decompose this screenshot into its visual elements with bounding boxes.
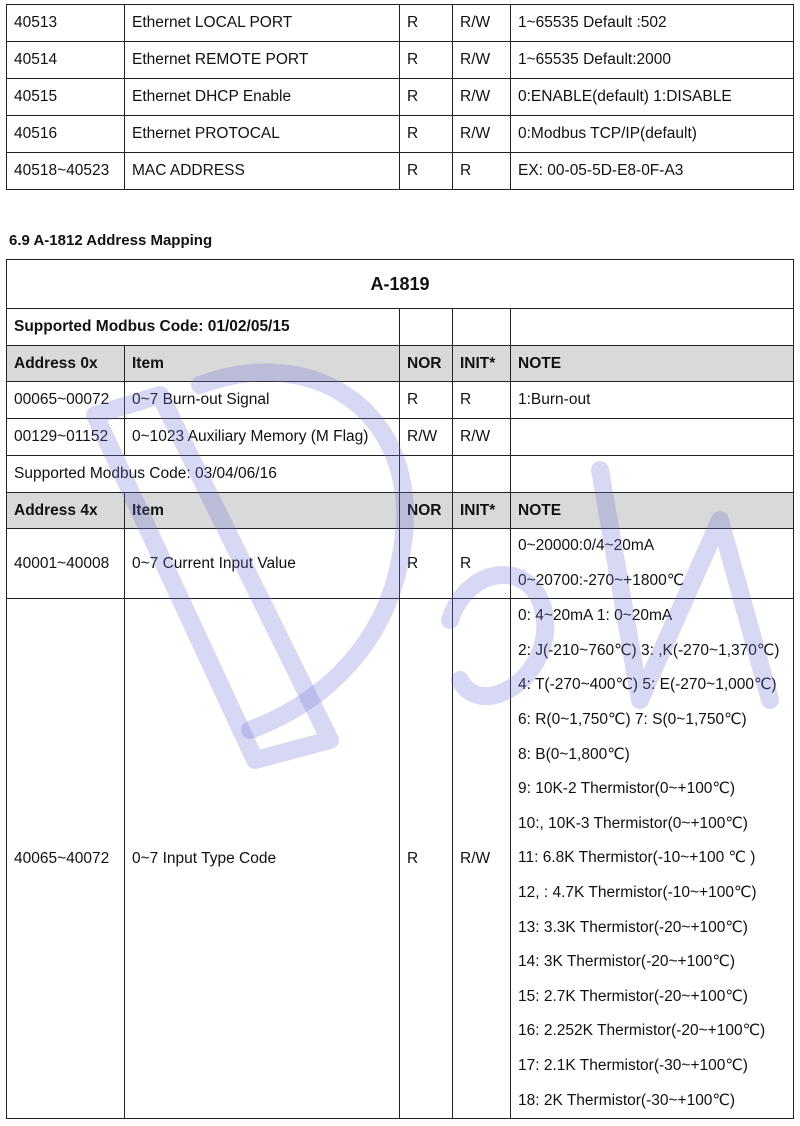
empty-cell	[511, 456, 794, 493]
address-cell: 00129~01152	[7, 419, 125, 456]
note-line: 18: 2K Thermistor(-30~+100℃)	[518, 1091, 735, 1109]
address-cell: 40513	[7, 5, 125, 42]
item-cell: Ethernet REMOTE PORT	[125, 42, 400, 79]
address-cell: 40514	[7, 42, 125, 79]
note-line: 0~20000:0/4~20mA	[518, 537, 655, 554]
item-cell: 0~7 Input Type Code	[125, 599, 400, 1119]
init-cell: R/W	[453, 599, 511, 1119]
header-row	[7, 346, 794, 382]
nor-cell: R	[400, 153, 453, 190]
note-line: 4: T(-270~400℃) 5: E(-270~1,000℃)	[518, 676, 777, 694]
item-cell: Ethernet LOCAL PORT	[125, 5, 400, 42]
note-line: 6: R(0~1,750℃) 7: S(0~1,750℃)	[518, 710, 747, 728]
header-address: Address 0x	[7, 346, 125, 382]
header-note: NOTE	[511, 346, 794, 382]
table-row	[7, 529, 794, 599]
supported-modbus-code: Supported Modbus Code: 03/04/06/16	[7, 456, 400, 493]
init-cell: R	[453, 382, 511, 419]
item-cell: 0~7 Burn-out Signal	[125, 382, 400, 419]
nor-cell: R	[400, 116, 453, 153]
note-cell	[511, 419, 794, 456]
item-cell: Ethernet DHCP Enable	[125, 79, 400, 116]
note-line: 15: 2.7K Thermistor(-20~+100℃)	[518, 987, 748, 1005]
header-init: INIT*	[453, 346, 511, 382]
address-cell: 00065~00072	[7, 382, 125, 419]
init-cell: R/W	[453, 42, 511, 79]
note-cell	[511, 529, 794, 599]
note-line: 13: 3.3K Thermistor(-20~+100℃)	[518, 918, 748, 936]
nor-cell: R	[400, 5, 453, 42]
init-cell: R/W	[453, 419, 511, 456]
header-row	[7, 493, 794, 529]
note-cell: 0:Modbus TCP/IP(default)	[511, 116, 794, 153]
note-line: 8: B(0~1,800℃)	[518, 745, 630, 763]
table-row	[7, 5, 794, 42]
supported-modbus-code: Supported Modbus Code: 01/02/05/15	[7, 309, 400, 346]
note-line: 17: 2.1K Thermistor(-30~+100℃)	[518, 1056, 748, 1074]
nor-cell: R	[400, 382, 453, 419]
header-init: INIT*	[453, 493, 511, 529]
table-row	[7, 419, 794, 456]
nor-cell: R	[400, 599, 453, 1119]
note-line: 12, : 4.7K Thermistor(-10~+100℃)	[518, 883, 757, 901]
empty-cell	[400, 456, 453, 493]
address-cell: 40065~40072	[7, 599, 125, 1119]
item-cell: 0~7 Current Input Value	[125, 529, 400, 599]
empty-cell	[511, 309, 794, 346]
header-note: NOTE	[511, 493, 794, 529]
init-cell: R/W	[453, 5, 511, 42]
note-line: 2: J(-210~760℃) 3: ,K(-270~1,370℃)	[518, 641, 780, 659]
table-row	[7, 79, 794, 116]
address-cell: 40516	[7, 116, 125, 153]
note-line: 0~20700:-270~+1800℃	[518, 571, 685, 589]
note-line: 14: 3K Thermistor(-20~+100℃)	[518, 953, 735, 971]
address-cell: 40515	[7, 79, 125, 116]
item-cell: 0~1023 Auxiliary Memory (M Flag)	[125, 419, 400, 456]
address-cell: 40518~40523	[7, 153, 125, 190]
init-cell: R	[453, 529, 511, 599]
supported-code-row	[7, 456, 794, 493]
header-nor: NOR	[400, 346, 453, 382]
nor-cell: R/W	[400, 419, 453, 456]
note-cell: EX: 00-05-5D-E8-0F-A3	[511, 153, 794, 190]
empty-cell	[453, 309, 511, 346]
item-cell: MAC ADDRESS	[125, 153, 400, 190]
init-cell: R/W	[453, 116, 511, 153]
item-cell: Ethernet PROTOCAL	[125, 116, 400, 153]
init-cell: R	[453, 153, 511, 190]
supported-code-row	[7, 309, 794, 346]
header-item: Item	[125, 346, 400, 382]
table-row	[7, 116, 794, 153]
header-address: Address 4x	[7, 493, 125, 529]
note-line: 11: 6.8K Thermistor(-10~+100 ℃ )	[518, 849, 756, 867]
note-cell: 1~65535 Default :502	[511, 5, 794, 42]
note-line: 0: 4~20mA 1: 0~20mA	[518, 607, 673, 625]
table-title-row	[7, 260, 794, 309]
ethernet-register-table	[6, 4, 794, 190]
table-title: A-1819	[7, 260, 794, 309]
table-row	[7, 599, 794, 1119]
note-line: 9: 10K-2 Thermistor(0~+100℃)	[518, 780, 735, 798]
note-cell: 1:Burn-out	[511, 382, 794, 419]
empty-cell	[400, 309, 453, 346]
note-cell: 1~65535 Default:2000	[511, 42, 794, 79]
address-cell: 40001~40008	[7, 529, 125, 599]
header-item: Item	[125, 493, 400, 529]
note-line: 16: 2.252K Thermistor(-20~+100℃)	[518, 1022, 766, 1040]
empty-cell	[453, 456, 511, 493]
header-nor: NOR	[400, 493, 453, 529]
note-line: 10:, 10K-3 Thermistor(0~+100℃)	[518, 814, 748, 832]
address-mapping-table	[6, 259, 794, 1119]
init-cell: R/W	[453, 79, 511, 116]
table-row	[7, 153, 794, 190]
note-cell	[511, 599, 794, 1119]
nor-cell: R	[400, 79, 453, 116]
section-heading: 6.9 A-1812 Address Mapping	[9, 232, 213, 249]
table-row	[7, 42, 794, 79]
nor-cell: R	[400, 42, 453, 79]
note-cell: 0:ENABLE(default) 1:DISABLE	[511, 79, 794, 116]
nor-cell: R	[400, 529, 453, 599]
table-row	[7, 382, 794, 419]
